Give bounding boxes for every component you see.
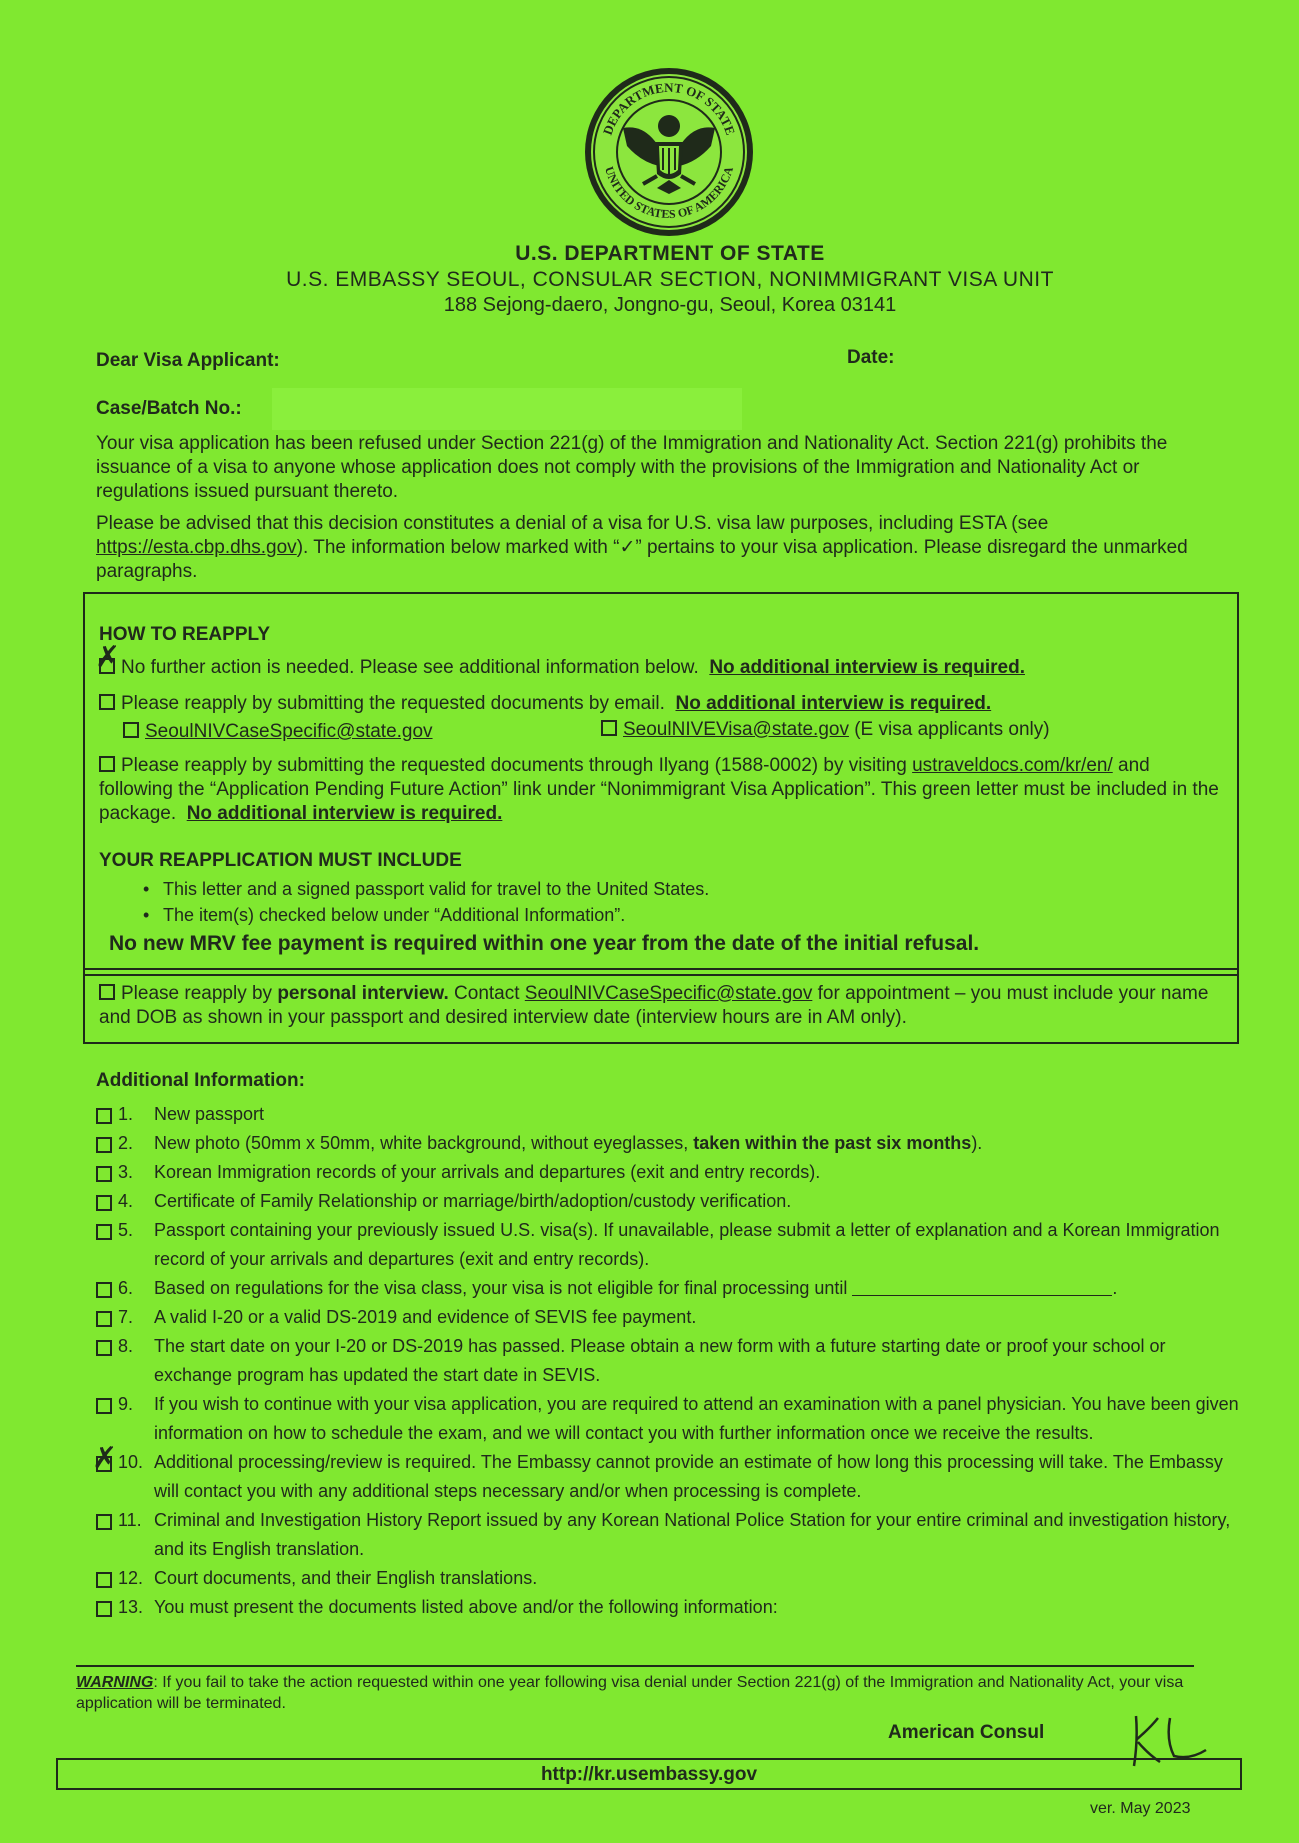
checkbox[interactable] [96, 1224, 112, 1240]
option-reapply-ilyang: Please reapply by submitting the requested documents through Ilyang (1588-0002) by visiting ustraveldocs.com/kr/en/ and following the “Application Pending Future Action” link under “Nonimmigrant Visa Application”. This green letter must be included in the package. No additional interview is required. [99, 755, 1219, 824]
additional-item-8: 8. The start date on your I-20 or DS-2019 has passed. Please obtain a new form with a future starting date or proof your school or exchange program has updated the start date in SEVIS. [96, 1332, 1246, 1390]
include-item: • The item(s) checked below under “Additional Information”. [99, 902, 1199, 928]
svg-text:UNITED STATES OF AMERICA: UNITED STATES OF AMERICA [602, 164, 736, 222]
additional-info-title: Additional Information: [96, 1070, 305, 1091]
include-item: • This letter and a signed passport valid for travel to the United States. [99, 876, 1199, 902]
checkbox[interactable] [96, 1311, 112, 1327]
checkbox[interactable] [96, 1108, 112, 1124]
option-no-further-action: ✗No further action is needed. Please see additional information below. No additional interview is required. [99, 656, 1219, 680]
checkbox[interactable] [96, 1282, 112, 1298]
ustraveldocs-link[interactable]: ustraveldocs.com/kr/en/ [912, 755, 1113, 776]
include-list [99, 876, 1199, 928]
additional-info-list [96, 1100, 1246, 1622]
email-link-casespecific[interactable]: SeoulNIVCaseSpecific@state.gov [145, 721, 433, 742]
additional-item-13: 13. You must present the documents listed above and/or the following information: [96, 1593, 1246, 1622]
additional-item-4: 4. Certificate of Family Relationship or marriage/birth/adoption/custody verification. [96, 1187, 1246, 1216]
how-to-reapply-title: HOW TO REAPPLY [99, 624, 271, 645]
additional-item-6: 6. Based on regulations for the visa class, your visa is not eligible for final processing until . [96, 1274, 1246, 1303]
additional-item-7: 7. A valid I-20 or a valid DS-2019 and evidence of SEVIS fee payment. [96, 1303, 1246, 1332]
additional-item-3: 3. Korean Immigration records of your arrivals and departures (exit and entry records). [96, 1158, 1246, 1187]
svg-text:DEPARTMENT OF STATE: DEPARTMENT OF STATE [599, 79, 739, 137]
salutation: Dear Visa Applicant: [96, 350, 280, 371]
checkbox[interactable] [96, 1601, 112, 1617]
email-option-evisa: SeoulNIVEVisa@state.gov (E visa applicants only) [601, 718, 1050, 742]
url-box [56, 1758, 1242, 1790]
checkbox[interactable] [99, 756, 115, 772]
checkbox[interactable] [96, 1514, 112, 1530]
intro-paragraph-1: Your visa application has been refused under Section 221(g) of the Immigration and Nationality Act. Section 221(g) prohibits the issuance of a visa to anyone whose application does not comply with the provisions of the Immigration and Nationality Act or regulations issued pursuant thereto. [96, 433, 1168, 502]
checkbox[interactable] [96, 1137, 112, 1153]
header-unit: U.S. EMBASSY SEOUL, CONSULAR SECTION, NONIMMIGRANT VISA UNIT [286, 268, 1054, 291]
date-blank [852, 1295, 1112, 1296]
checkbox[interactable] [99, 984, 115, 1000]
checkbox[interactable] [123, 722, 139, 738]
checkbox[interactable] [96, 1195, 112, 1211]
option-personal-interview: Please reapply by personal interview. Contact SeoulNIVCaseSpecific@state.gov for appointment – you must include your name and DOB as shown in your passport and desired interview date (interview hours are in AM only). [99, 983, 1209, 1028]
personal-interview-box [83, 968, 1239, 1044]
checkbox[interactable] [96, 1166, 112, 1182]
additional-item-12: 12. Court documents, and their English translations. [96, 1564, 1246, 1593]
checkbox[interactable] [96, 1340, 112, 1356]
header-address: 188 Sejong-daero, Jongno-gu, Seoul, Korea 03141 [443, 294, 897, 316]
embassy-url[interactable]: http://kr.usembassy.gov [540, 1764, 758, 1785]
mrv-fee-note: No new MRV fee payment is required within one year from the date of the initial refusal. [109, 932, 980, 955]
email-option-casespecific [123, 720, 433, 744]
checkbox[interactable] [99, 694, 115, 710]
how-to-reapply-box [83, 592, 1239, 976]
additional-item-2: 2. New photo (50mm x 50mm, white background, without eyeglasses, taken within the past six months). [96, 1129, 1246, 1158]
additional-item-10: ✗ 10. Additional processing/review is required. The Embassy cannot provide an estimate of how long this processing will take. The Embassy will contact you with any additional steps necessary and/or when processing is complete. [96, 1448, 1246, 1506]
additional-item-1: 1. New passport [96, 1100, 1246, 1129]
redacted-case-number [272, 388, 742, 430]
warning-text: WARNING: If you fail to take the action requested within one year following visa denial under Section 221(g) of the Immigration and Nationality Act, your visa application will be terminated. [76, 1674, 1184, 1712]
footer-divider [76, 1665, 1194, 1667]
email-link-evisa[interactable]: SeoulNIVEVisa@state.gov [623, 719, 849, 740]
case-batch-label: Case/Batch No.: [96, 398, 242, 419]
interview-email-link[interactable]: SeoulNIVCaseSpecific@state.gov [524, 983, 813, 1004]
esta-link[interactable]: https://esta.cbp.dhs.gov [96, 537, 297, 558]
option-reapply-email: Please reapply by submitting the requested documents by email. No additional interview is required. [99, 692, 1219, 716]
american-consul-label: American Consul [888, 1722, 1045, 1743]
checked-checkbox[interactable] [96, 1456, 112, 1472]
checked-checkbox[interactable] [99, 658, 115, 674]
additional-item-9: 9. If you wish to continue with your visa application, you are required to attend an examination with a panel physician. You have been given information on how to schedule the exam, and we will contact you with further information once we receive the results. [96, 1390, 1246, 1448]
additional-item-5: 5. Passport containing your previously issued U.S. visa(s). If unavailable, please submit a letter of explanation and a Korean Immigration record of your arrivals and departures (exit and entry records). [96, 1216, 1246, 1274]
checkbox[interactable] [601, 720, 617, 736]
include-title: YOUR REAPPLICATION MUST INCLUDE [99, 850, 462, 871]
checkbox[interactable] [96, 1572, 112, 1588]
version-label: ver. May 2023 [1090, 1800, 1191, 1817]
department-of-state-seal [583, 66, 755, 238]
header-dept: U.S. DEPARTMENT OF STATE [515, 242, 825, 265]
checkbox[interactable] [96, 1398, 112, 1414]
date-label: Date: [847, 347, 895, 368]
additional-item-11: 11. Criminal and Investigation History Report issued by any Korean National Police Station for your entire criminal and investigation history, and its English translation. [96, 1506, 1246, 1564]
intro-paragraph-2: Please be advised that this decision constitutes a denial of a visa for U.S. visa law purposes, including ESTA (see https://esta.cbp.dhs.gov). The information below marked with “✓” pertains to your visa application. Please disregard the unmarked paragraphs. [96, 513, 1188, 582]
